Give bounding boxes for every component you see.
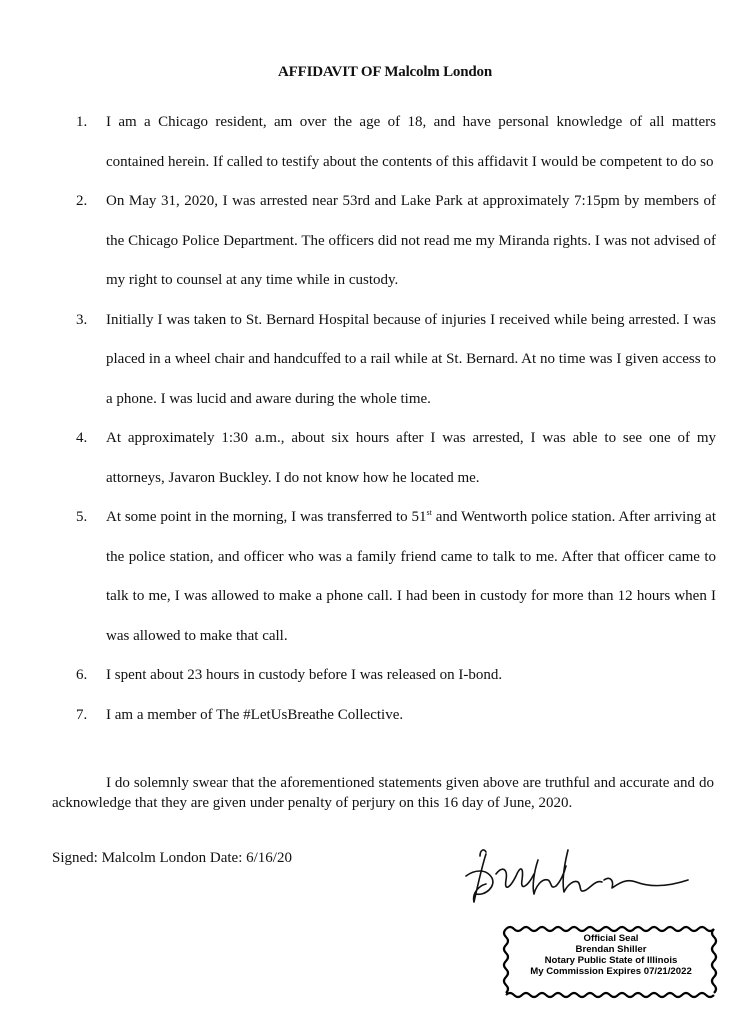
item-number: 5.: [76, 509, 88, 525]
item-number: 1.: [76, 114, 88, 130]
list-item: [76, 419, 716, 498]
signature-image: [456, 836, 696, 916]
oath-paragraph: I do solemnly swear that the aforementioned statements given above are truthful and accurate and do acknowledge that they are given under penalty of perjury on this 16 day of June, 2020.: [52, 775, 714, 811]
item-number: 4.: [76, 430, 88, 446]
statement-list: [76, 103, 716, 735]
item-text: Initially I was taken to St. Bernard Hospital because of injuries I received while being arrested. I was placed in a wheel chair and handcuffed to a rail while at St. Bernard. At no time was I given access to a phone. I was lucid and aware during the whole time.: [106, 311, 716, 407]
list-item: [76, 301, 716, 420]
list-item: [76, 498, 716, 656]
item-text: I am a member of The #LetUsBreathe Collective.: [106, 706, 404, 723]
list-item: [76, 696, 716, 736]
notary-seal-text: [508, 933, 714, 977]
item-text: I am a Chicago resident, am over the age of 18, and have personal knowledge of all matters contained herein. If called to testify about the contents of this affidavit I would be competent to do so: [106, 114, 716, 170]
seal-line: Official Seal: [583, 933, 639, 944]
item-text: [106, 498, 716, 656]
item-text: I spent about 23 hours in custody before I was released on I-bond.: [106, 667, 503, 683]
list-item: [76, 182, 716, 301]
item-text-part: and Wentworth police station. After arriving at the police station, and officer who was a family friend came to talk to me. After that officer came to talk to me, I was allowed to make a phone call. I had been in custody for more than 12 hours when I was allowed to make that call.: [106, 509, 716, 644]
item-text-part: At some point in the morning, I was transferred to 51: [106, 509, 427, 525]
list-item: [76, 103, 716, 182]
seal-line: Notary Public State of Illinois: [544, 955, 678, 966]
document-title: AFFIDAVIT OF Malcolm London: [278, 64, 492, 80]
item-number: 6.: [76, 667, 88, 683]
item-text: At approximately 1:30 a.m., about six hours after I was arrested, I was able to see one of my attorneys, Javaron Buckley. I do not know how he located me.: [106, 430, 716, 486]
seal-line: Brendan Shiller: [575, 944, 647, 955]
signed-line: Signed: Malcolm London Date: 6/16/20: [52, 850, 292, 866]
item-text: On May 31, 2020, I was arrested near 53rd and Lake Park at approximately 7:15pm by members of the Chicago Police Department. The officers did not read me my Miranda rights. I was not advised of my right to counsel at any time while in custody.: [106, 193, 716, 288]
item-number: 7.: [76, 706, 88, 723]
item-number: 2.: [76, 193, 88, 209]
ordinal-suffix: st: [426, 508, 432, 517]
list-item: [76, 656, 716, 696]
item-number: 3.: [76, 311, 88, 328]
seal-line: My Commission Expires 07/21/2022: [530, 966, 692, 977]
